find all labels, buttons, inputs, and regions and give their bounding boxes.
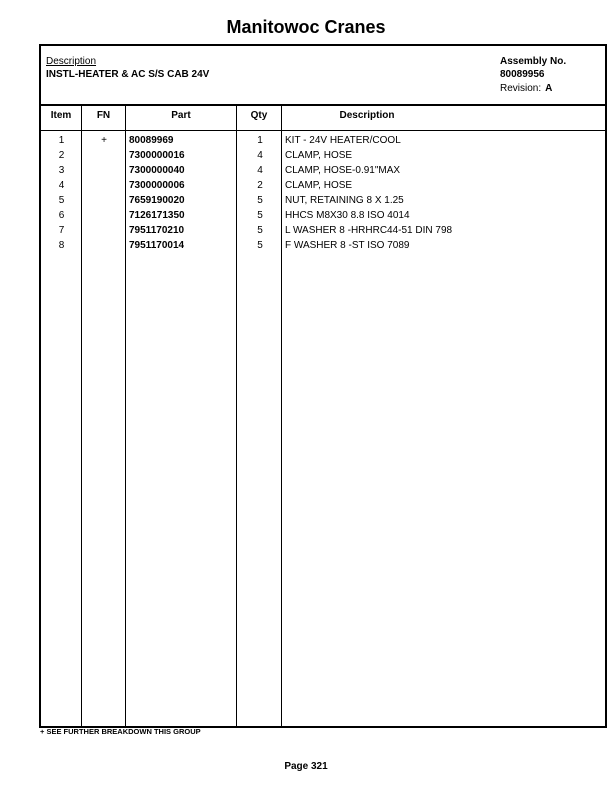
- fn-marker: +: [101, 135, 107, 146]
- part-number: 7951170210: [129, 225, 185, 236]
- table-row: [41, 180, 605, 195]
- quantity: 2: [257, 180, 263, 191]
- part-description: CLAMP, HOSE: [285, 180, 353, 191]
- page-title: Manitowoc Cranes: [226, 17, 386, 37]
- assembly-number: 80089956: [500, 69, 545, 80]
- item-number: 3: [58, 165, 65, 176]
- part-number: 7659190020: [129, 195, 185, 206]
- table-row: [41, 150, 605, 165]
- item-number: 2: [58, 150, 65, 161]
- table-row: [41, 195, 605, 210]
- part-number: 7126171350: [129, 210, 185, 221]
- assembly-description: INSTL-HEATER & AC S/S CAB 24V: [46, 69, 210, 80]
- parts-table-body: [41, 135, 605, 255]
- quantity: 5: [257, 195, 263, 206]
- table-row: [41, 165, 605, 180]
- part-description: L WASHER 8 -HRHRC44-51 DIN 798: [285, 225, 453, 236]
- table-row: [41, 135, 605, 150]
- part-number: 7300000006: [129, 180, 185, 191]
- part-number: 80089969: [129, 135, 174, 146]
- part-description: F WASHER 8 -ST ISO 7089: [285, 240, 410, 251]
- item-number: 7: [58, 225, 65, 236]
- table-row: [41, 240, 605, 255]
- column-header-description: Description: [339, 110, 395, 121]
- part-description: CLAMP, HOSE-0.91"MAX: [285, 165, 401, 176]
- part-description: KIT - 24V HEATER/COOL: [285, 135, 401, 146]
- quantity: 1: [257, 135, 263, 146]
- item-number: 5: [58, 195, 65, 206]
- revision-line: [500, 83, 552, 94]
- part-description: NUT, RETAINING 8 X 1.25: [285, 195, 404, 206]
- quantity: 5: [257, 225, 263, 236]
- part-description: HHCS M8X30 8.8 ISO 4014: [285, 210, 410, 221]
- quantity: 5: [257, 240, 263, 251]
- quantity: 4: [257, 165, 263, 176]
- part-description: CLAMP, HOSE: [285, 150, 353, 161]
- revision-label: Revision:: [500, 83, 542, 94]
- description-label: Description: [46, 56, 97, 67]
- table-row: [41, 225, 605, 240]
- page-number: Page 321: [284, 761, 328, 772]
- column-header-fn: FN: [96, 110, 111, 121]
- item-number: 4: [58, 180, 65, 191]
- item-number: 1: [58, 135, 65, 146]
- item-number: 6: [58, 210, 65, 221]
- part-number: 7300000016: [129, 150, 185, 161]
- item-number: 8: [58, 240, 65, 251]
- part-number: 7300000040: [129, 165, 185, 176]
- assembly-number-label: Assembly No.: [500, 56, 567, 67]
- revision-value: A: [545, 83, 553, 94]
- footnote: + SEE FURTHER BREAKDOWN THIS GROUP: [40, 727, 201, 736]
- part-number: 7951170014: [129, 240, 185, 251]
- column-header-item: Item: [50, 110, 72, 121]
- parts-list-frame: [39, 44, 607, 728]
- column-header-part: Part: [171, 110, 191, 121]
- quantity: 5: [257, 210, 263, 221]
- column-header-qty: Qty: [250, 110, 268, 121]
- table-row: [41, 210, 605, 225]
- quantity: 4: [257, 150, 263, 161]
